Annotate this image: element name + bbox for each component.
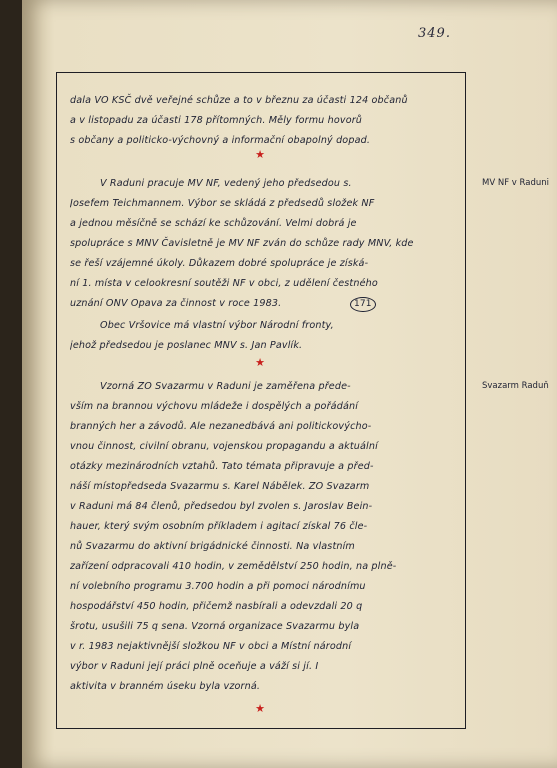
circled-number: 171 xyxy=(350,294,390,314)
margin-note-svazarm: Svazarm Raduň xyxy=(482,381,549,391)
text-line: v Raduni má 84 členů, předsedou byl zvolen s. Jaroslav Bein- xyxy=(70,501,373,512)
page-number: 349. xyxy=(418,26,451,41)
text-line: otázky mezinárodních vztahů. Tato témata připravuje a před- xyxy=(70,461,374,472)
margin-note-mv-nf: MV NF v Raduni xyxy=(482,178,549,188)
document-page xyxy=(22,0,557,768)
text-line: vším na brannou výchovu mládeže i dospělých a pořádání xyxy=(70,401,359,412)
text-line: vnou činnost, civilní obranu, vojenskou propagandu a aktuální xyxy=(70,441,378,452)
text-line: spolupráce s MNV Čavisletně je MV NF zván do schůze rady MNV, kde xyxy=(70,238,414,249)
text-line: v r. 1983 nejaktivnější složkou NF v obci a Místní národní xyxy=(70,641,352,652)
red-star-icon: ★ xyxy=(255,702,265,715)
text-line: uznání ONV Opava za činnost v roce 1983. xyxy=(70,298,282,309)
text-line: hospodářství 450 hodin, přičemž nasbírali a odevzdali 20 q xyxy=(70,601,363,612)
text-line: branných her a závodů. Ale nezanedbává ani politickovýcho- xyxy=(70,421,372,432)
text-line: ní 1. místa v celookresní soutěži NF v obci, z udělení čestného xyxy=(70,278,378,289)
text-line: a jednou měsíčně se schází ke schůzování. Velmi dobrá je xyxy=(70,218,357,229)
text-line: šrotu, usušili 75 q sena. Vzorná organizace Svazarmu byla xyxy=(70,621,360,632)
text-line: dala VO KSČ dvě veřejné schůze a to v březnu za účasti 124 občanů xyxy=(70,95,408,106)
red-star-icon: ★ xyxy=(255,148,265,161)
text-line: výbor v Raduni její práci plně oceňuje a váží si jí. I xyxy=(70,661,319,672)
text-line: náší místopředseda Svazarmu s. Karel Nábělek. ZO Svazarm xyxy=(70,481,370,492)
text-line: zařízení odpracovali 410 hodin, v zemědělství 250 hodin, na plně- xyxy=(70,561,397,572)
text-line: s občany a politicko-výchovný a informační obapolný dopad. xyxy=(70,135,371,146)
text-line: ní volebního programu 3.700 hodin a při pomoci národnímu xyxy=(70,581,366,592)
text-line: V Raduni pracuje MV NF, vedený jeho předsedou s. xyxy=(100,178,352,189)
text-line: a v listopadu za účasti 178 přítomných. Měly formu hovorů xyxy=(70,115,363,126)
red-star-icon: ★ xyxy=(255,356,265,369)
text-line: aktivita v branném úseku byla vzorná. xyxy=(70,681,261,692)
text-line: se řeší vzájemné úkoly. Důkazem dobré spolupráce je získá- xyxy=(70,258,369,269)
text-line: jehož předsedou je poslanec MNV s. Jan Pavlík. xyxy=(70,340,303,351)
text-line: Vzorná ZO Svazarmu v Raduni je zaměřena přede- xyxy=(100,381,351,392)
text-line: nů Svazarmu do aktivní brigádnické činnosti. Na vlastním xyxy=(70,541,355,552)
text-line: hauer, který svým osobním příkladem i agitací získal 76 čle- xyxy=(70,521,368,532)
text-line: Obec Vršovice má vlastní výbor Národní fronty, xyxy=(100,320,334,331)
text-line: Josefem Teichmannem. Výbor se skládá z předsedů složek NF xyxy=(70,198,375,209)
